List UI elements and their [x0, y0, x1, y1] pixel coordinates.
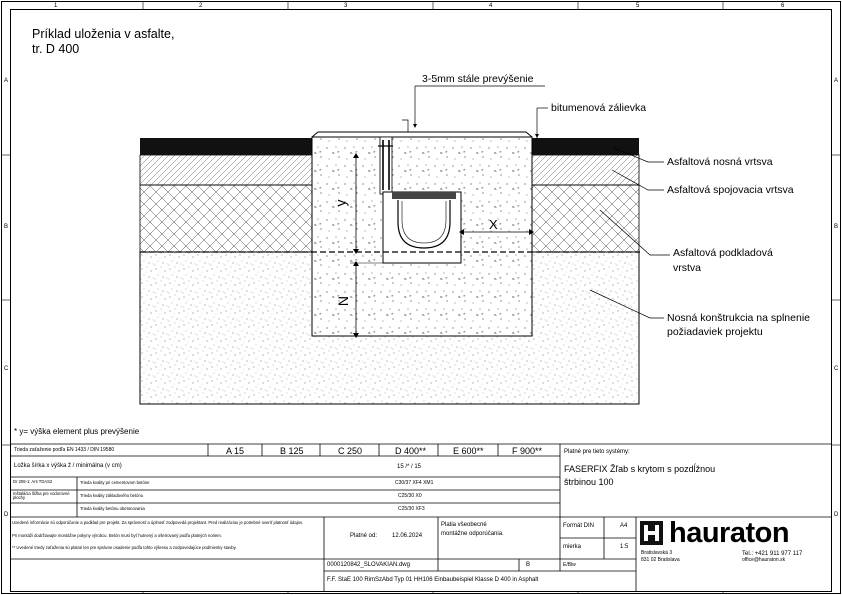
- grid-row-a-right: A: [834, 78, 839, 84]
- grid-row-b: B: [4, 224, 9, 230]
- brand-email: office@hauraton.sk: [742, 557, 786, 563]
- class-e600: E 600**: [453, 446, 484, 456]
- row4-label: Trieda kvality betónu obetonovania: [80, 506, 145, 511]
- label-subbase-2: požiadaviek projektu: [667, 326, 763, 338]
- brand-phone: Tel.: +421 911 977 117: [742, 551, 803, 557]
- product-line-2: štrbinou 100: [564, 477, 614, 487]
- grid-row-c-right: C: [834, 366, 839, 372]
- grid-col-4: 4: [489, 3, 493, 9]
- grid-row-d: D: [4, 512, 9, 518]
- brand-address-1: Bratislavská 3: [641, 550, 673, 556]
- brand-address-2: 831 02 Bratislava: [641, 557, 680, 563]
- grid-col-6: 6: [781, 3, 785, 9]
- row3-label: Trieda kvality základového betónu: [80, 493, 144, 498]
- sheet-code: E/Blw: [563, 562, 576, 568]
- grid-row-d-right: D: [834, 512, 839, 518]
- class-d400: D 400**: [395, 446, 427, 456]
- label-subbase-1: Nosná konštrukcia na splnenie: [667, 312, 811, 324]
- class-c250: C 250: [338, 446, 363, 456]
- format-value: A4: [620, 523, 628, 529]
- grid-row-b-right: B: [834, 224, 839, 230]
- row4-value: C25/30 XF3: [398, 506, 425, 512]
- row3-left: Inštalácia lôžka pre vodorovné plochy: [13, 491, 70, 501]
- scale-value: 1:5: [620, 544, 629, 550]
- notes-3: ** Uvedené triedy zaťaženia sú platné len pre správne osadenie podľa tohto výkresu a zodpovedajúce podmienky stavby.: [12, 545, 237, 550]
- row2-left: Dr 208-1: Ars TDAS2: [13, 479, 53, 484]
- brand-name: hauraton: [669, 517, 790, 549]
- class-b125: B 125: [280, 446, 304, 456]
- valid-from-label: Platné od:: [350, 533, 378, 539]
- label-bitumen-seal: bitumenová zálievka: [551, 102, 647, 114]
- notes-2: Pri montáži dodržiavajte montážne pokyny výrobcu. Betón musí byť hutnený a ošetrovaný podľa platných noriem.: [12, 533, 222, 538]
- row1-label: Ložka šírka x výška ž / minimálna (v cm): [14, 463, 122, 469]
- drawing-number: F.F. StaE 100 RimSzAbd Typ 01 HH106 Einbaubeispiel Klasse D 400 in Asphalt: [327, 577, 539, 583]
- label-wearing-course: Asfaltová nosná vrtsva: [667, 156, 773, 168]
- footnote: * y= výška element plus prevýšenie: [14, 427, 140, 436]
- label-base-course-1: Asfaltová podkladová: [673, 247, 773, 259]
- row3-value: C25/30 X0: [398, 493, 422, 499]
- class-f900: F 900**: [512, 446, 543, 456]
- applies-to-label: Platné pre tieto systémy:: [564, 449, 630, 455]
- grid-col-5: 5: [636, 3, 640, 9]
- dim-x-label: X: [489, 217, 498, 232]
- row1-value: 15 /* / 15: [397, 464, 422, 470]
- product-line-1: FASERFIX Žľab s krytom s pozdĺžnou: [564, 464, 716, 474]
- grid-col-3: 3: [344, 3, 348, 9]
- file-name: 0000120842_SLOVAKIAN.dwg: [327, 562, 410, 568]
- notes-1: Uvedené informácie sú odporúčanie a podklad pre projekt. Za správnosť a úplnosť zodpovedá projektant. Pred realizáciou je potrebné overiť platnosť údajov.: [12, 520, 303, 525]
- dim-y-label: y: [332, 199, 349, 207]
- row2-label: Trieda kvality pri cementovom betóne: [80, 480, 150, 485]
- class-a15: A 15: [226, 446, 245, 456]
- valid-from-value: 12.06.2024: [392, 533, 423, 539]
- validity-1: Platia všeobecné: [441, 522, 487, 528]
- format-label: Formát DIN: [563, 523, 595, 529]
- row2-value: C30/37 XF4 XM1: [395, 480, 434, 486]
- revision: B: [526, 562, 531, 568]
- label-tolerance: 3-5mm stále prevýšenie: [422, 73, 534, 85]
- label-binder-course: Asfaltová spojovacia vrtsva: [667, 184, 794, 196]
- grid-row-c: C: [4, 366, 9, 372]
- grid-col-1: 1: [54, 3, 58, 9]
- grid-row-a: A: [4, 78, 9, 84]
- load-class-header: Trieda zaťaženie podľa EN 1433 / DIN 19580: [14, 447, 115, 453]
- hauraton-logo-icon: [640, 521, 663, 545]
- scale-label: mierka: [563, 544, 582, 550]
- title-line-2: tr. D 400: [32, 42, 80, 56]
- validity-2: montážne odporúčania.: [441, 531, 504, 537]
- grid-col-2: 2: [199, 3, 203, 9]
- title-line-1: Príklad uloženia v asfalte,: [32, 27, 175, 41]
- label-base-course-2: vrstva: [673, 262, 702, 274]
- dim-n-label: N: [335, 295, 352, 307]
